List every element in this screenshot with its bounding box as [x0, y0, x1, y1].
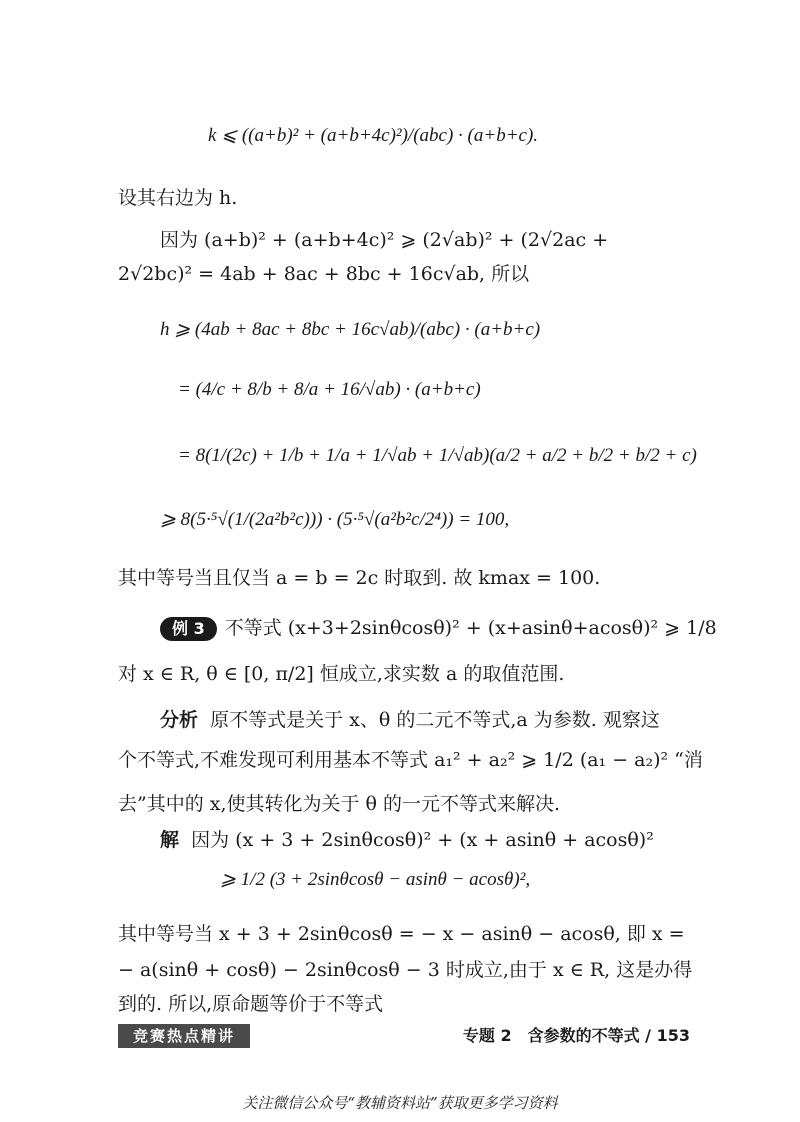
solution-line-3: 其中等号当 x + 3 + 2sinθcosθ = − x − asinθ − acosθ, 即 x = — [118, 923, 685, 945]
solution-line-4: − a(sinθ + cosθ) − 2sinθcosθ − 3 时成立,由于 x ∈ R, 这是办得 — [118, 959, 693, 981]
solution-line-5: 到的. 所以,原命题等价于不等式 — [118, 993, 384, 1015]
solution-line-1 — [160, 828, 654, 852]
text-because-2: 2√2bc)² = 4ab + 8ac + 8bc + 16c√ab, 所以 — [118, 263, 530, 285]
example-3-statement — [160, 616, 717, 641]
analysis-text-1: 原不等式是关于 x、θ 的二元不等式,a 为参数. 观察这 — [210, 709, 660, 731]
example-3-text: 不等式 (x+3+2sinθcosθ)² + (x+asinθ+acosθ)² ⩾ 1/8 — [224, 617, 717, 639]
analysis-line-2: 个不等式,不难发现可利用基本不等式 a₁² + a₂² ⩾ 1/2 (a₁ − a₂)² “消 — [118, 749, 703, 771]
text-because-1: 因为 (a+b)² + (a+b+4c)² ⩾ (2√ab)² + (2√2ac + — [160, 229, 609, 251]
text-set-h: 设其右边为 h. — [118, 187, 238, 209]
analysis-label: 分析 — [160, 709, 199, 731]
analysis-line-1 — [160, 708, 660, 732]
example-badge: 例 3 — [160, 617, 217, 641]
formula-eq-1: = (4/c + 8/b + 8/a + 16/√ab) · (a+b+c) — [178, 379, 481, 400]
analysis-line-3: 去”其中的 x,使其转化为关于 θ 的一元不等式来解决. — [118, 793, 561, 815]
formula-eq-3: ⩾ 8(5·⁵√(1/(2a²b²c))) · (5·⁵√(a²b²c/2⁴)) = 100, — [160, 509, 510, 530]
example-3-condition: 对 x ∈ R, θ ∈ [0, π/2] 恒成立,求实数 a 的取值范围. — [118, 663, 565, 685]
footer-section-tag: 竞赛热点精讲 — [118, 1024, 250, 1048]
solution-label: 解 — [160, 829, 180, 851]
formula-h-bound: h ⩾ (4ab + 8ac + 8bc + 16c√ab)/(abc) · (a+b+c) — [160, 319, 541, 340]
text-equality-condition: 其中等号当且仅当 a = b = 2c 时取到. 故 kmax = 100. — [118, 567, 601, 589]
solution-text-1: 因为 (x + 3 + 2sinθcosθ)² + (x + asinθ + acosθ)² — [191, 829, 654, 851]
footer-page-title: 专题 2 含参数的不等式 / 153 — [462, 1026, 690, 1045]
footer-watermark: 关注微信公众号“教辅资料站”获取更多学习资料 — [242, 1094, 558, 1112]
formula-eq-2: = 8(1/(2c) + 1/b + 1/a + 1/√ab + 1/√ab)(a/2 + a/2 + b/2 + b/2 + c) — [178, 445, 697, 466]
solution-inequality: ⩾ 1/2 (3 + 2sinθcosθ − asinθ − acosθ)², — [220, 869, 531, 890]
formula-k-bound: k ⩽ ((a+b)² + (a+b+4c)²)/(abc) · (a+b+c). — [208, 125, 539, 146]
